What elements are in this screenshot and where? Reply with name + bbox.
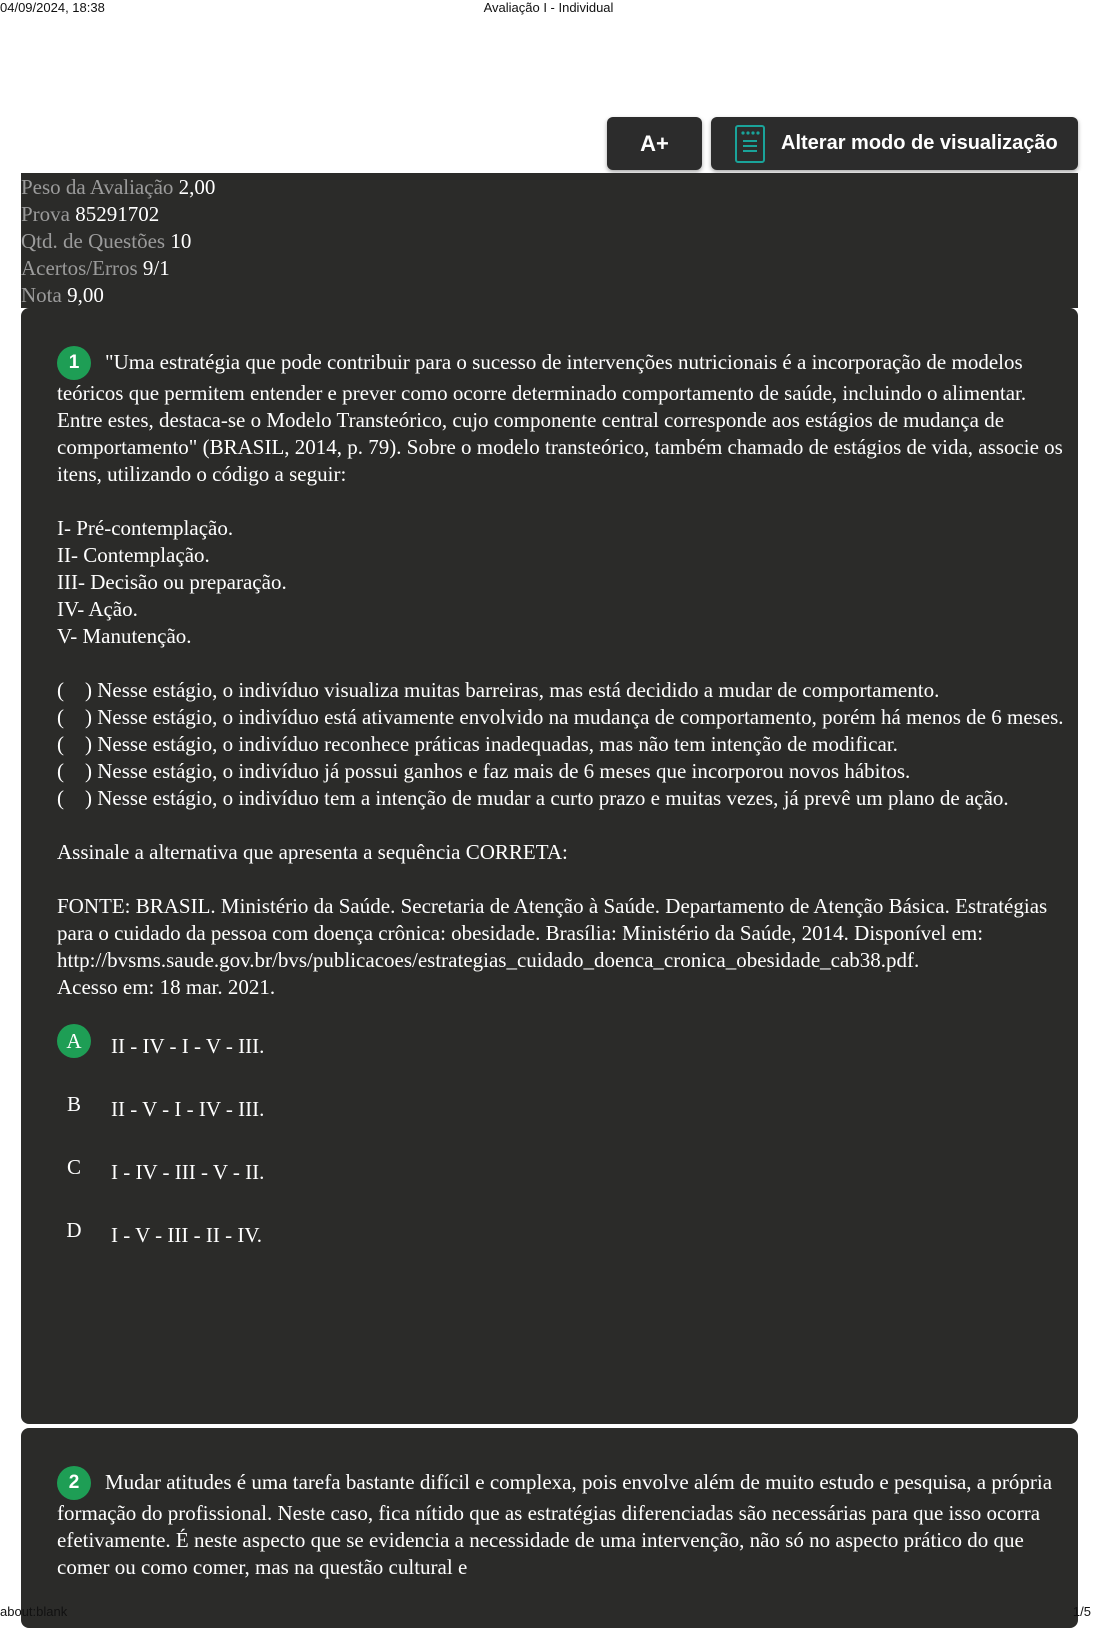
question-intro-text: Mudar atitudes é uma tarefa bastante difícil e complexa, pois envolve além de muito estudo e pesquisa, a própria formação do profissional. Neste caso, fica nítido que as estratégias diferenciadas são necessárias para que isso ocorra efetivamente. É neste aspecto que se evidencia a necessidade de uma intervenção, não só no aspecto prático do que comer ou como comer, mas na questão cultural e [57, 1470, 1058, 1579]
summary-row-question-count [21, 228, 1078, 255]
question-number-badge: 2 [57, 1466, 91, 1500]
association-statement: ( ) Nesse estágio, o indivíduo já possui ganhos e faz mais de 6 meses que incorporou novos hábitos. [57, 759, 911, 783]
question-number-badge: 1 [57, 346, 91, 380]
question-card-2 [21, 1428, 1078, 1628]
print-header [0, 0, 1097, 16]
question-source: FONTE: BRASIL. Ministério da Saúde. Secretaria de Atenção à Saúde. Departamento de Atenção Básica. Estratégias para o cuidado da pessoa com doença crônica: obesidade. Brasília: Ministério da Saúde, 2014. Disponível em: http://bvsms.saude.gov.br/bvs/publicacoes/estrategias_cuidado_doenca_cronica_obesidade_cab38.pdf. Acesso em: 18 mar. 2021. [57, 894, 1048, 999]
print-page-title: Avaliação I - Individual [483, 0, 614, 15]
association-item: IV- Ação. [57, 597, 138, 621]
answer-option-b[interactable] [57, 1078, 1064, 1141]
association-items [57, 515, 1064, 650]
option-text: I - V - III - II - IV. [111, 1223, 263, 1247]
summary-row-grade [21, 282, 1078, 309]
print-page-number: 1/5 [1072, 1604, 1091, 1619]
question-prompt: Assinale a alternativa que apresenta a sequência CORRETA: [57, 840, 568, 864]
question-card-1 [21, 308, 1078, 1424]
association-item: I- Pré-contemplação. [57, 516, 234, 540]
association-item: II- Contemplação. [57, 543, 210, 567]
document-list-icon [735, 125, 765, 163]
option-text: I - IV - III - V - II. [111, 1160, 265, 1184]
summary-label: Prova [21, 202, 70, 226]
option-letter: D [66, 1217, 82, 1242]
option-letter: B [66, 1091, 81, 1116]
assessment-summary [21, 173, 1078, 308]
question-intro-text: "Uma estratégia que pode contribuir para o sucesso de intervenções nutricionais é a incorporação de modelos teóricos que permitem entender e prever como ocorre determinado comportamento de saúde, incluindo o alimentar. Entre estes, destaca-se o Modelo Transteórico, cujo componente central corresponde aos estágios de mudança de comportamento" (BRASIL, 2014, p. 79). Sobre o modelo transteórico, também chamado de estágios de vida, associe os itens, utilizando o código a seguir: [57, 350, 1069, 486]
option-letter: C [66, 1154, 81, 1179]
association-statement: ( ) Nesse estágio, o indivíduo reconhece práticas inadequadas, mas não tem intenção de modificar. [57, 732, 898, 756]
summary-row-weight [21, 174, 1078, 201]
summary-value: 9,00 [67, 283, 104, 307]
association-statement: ( ) Nesse estágio, o indivíduo está ativamente envolvido na mudança de comportamento, porém há menos de 6 meses. [57, 705, 1064, 729]
increase-font-label: A+ [640, 130, 669, 156]
summary-value: 10 [170, 229, 192, 253]
association-item: III- Decisão ou preparação. [57, 570, 287, 594]
association-statement: ( ) Nesse estágio, o indivíduo tem a intenção de mudar a curto prazo e muitas vezes, já prevê um plano de ação. [57, 786, 1009, 810]
summary-label: Qtd. de Questões [21, 229, 166, 253]
option-letter-correct: A [57, 1024, 91, 1058]
change-view-mode-label: Alterar modo de visualização [781, 132, 1058, 154]
summary-label: Nota [21, 283, 62, 307]
summary-value: 85291702 [75, 202, 160, 226]
print-url: about:blank [0, 1604, 68, 1619]
summary-value: 9/1 [142, 256, 170, 280]
summary-label: Acertos/Erros [21, 256, 138, 280]
answer-option-c[interactable] [57, 1141, 1064, 1204]
summary-row-hits-errors [21, 255, 1078, 282]
print-footer [0, 1604, 1097, 1620]
question-statement [57, 346, 1069, 488]
answer-option-d[interactable] [57, 1204, 1064, 1267]
increase-font-button[interactable] [607, 117, 702, 170]
option-text: II - V - I - IV - III. [111, 1097, 265, 1121]
answer-options [57, 1015, 1064, 1267]
summary-row-exam [21, 201, 1078, 228]
summary-value: 2,00 [178, 175, 216, 199]
summary-label: Peso da Avaliação [21, 175, 174, 199]
association-statement: ( ) Nesse estágio, o indivíduo visualiza muitas barreiras, mas está decidido a mudar de comportamento. [57, 678, 940, 702]
association-statements [57, 677, 1064, 812]
print-datetime: 04/09/2024, 18:38 [0, 0, 105, 15]
change-view-mode-button[interactable] [711, 117, 1078, 170]
answer-option-a[interactable] [57, 1015, 1064, 1078]
option-text: II - IV - I - V - III. [111, 1034, 265, 1058]
association-item: V- Manutenção. [57, 624, 192, 648]
question-statement [57, 1466, 1064, 1581]
